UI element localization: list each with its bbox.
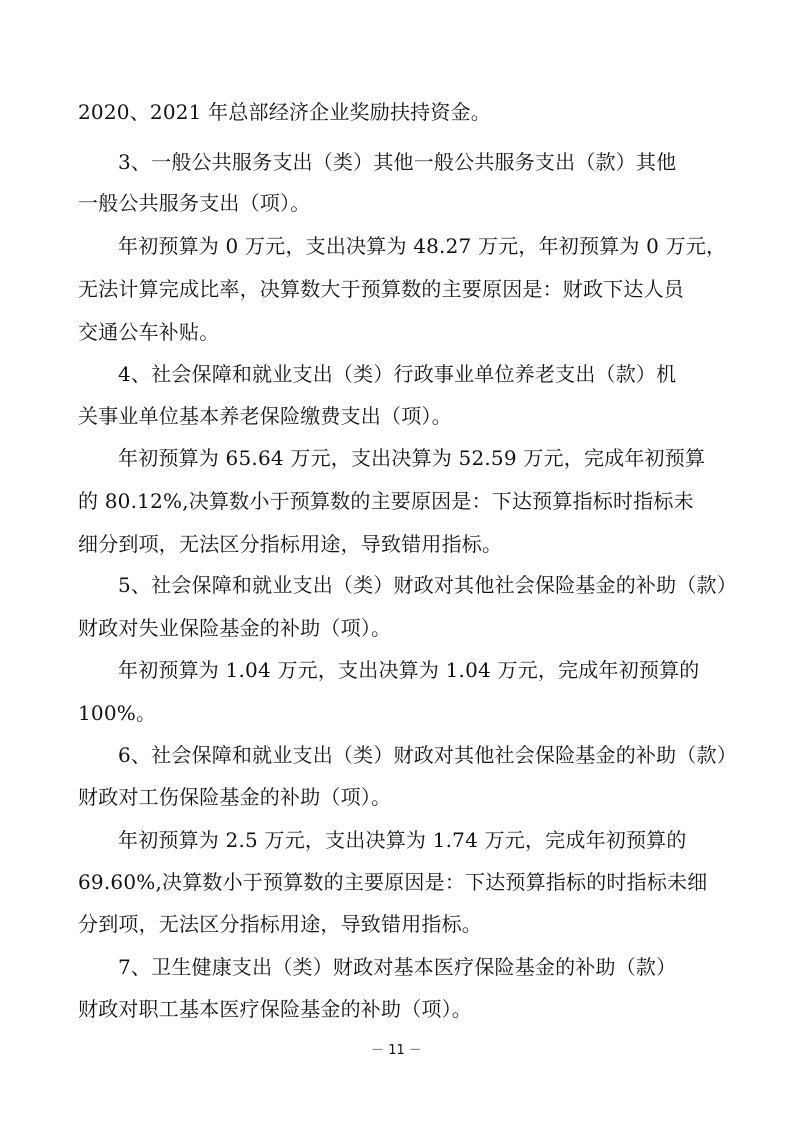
text-line: 交通公车补贴。	[78, 320, 220, 344]
section-heading-5: 5、社会保障和就业支出（类）财政对其他社会保险基金的补助（款）	[118, 573, 737, 597]
text-line: 年初预算为 65.64 万元，支出决算为 52.59 万元，完成年初预算	[118, 446, 706, 470]
text-line: 财政对职工基本医疗保险基金的补助（项）。	[78, 997, 472, 1021]
text-line: 年初预算为 1.04 万元，支出决算为 1.04 万元，完成年初预算的	[118, 658, 700, 682]
text-line: 财政对失业保险基金的补助（项）。	[78, 616, 392, 640]
text-line: 分到项，无法区分指标用途，导致错用指标。	[78, 912, 482, 936]
text-line: 年初预算为 0 万元，支出决算为 48.27 万元，年初预算为 0 万元，	[118, 234, 727, 258]
section-heading-6: 6、社会保障和就业支出（类）财政对其他社会保险基金的补助（款）	[118, 743, 737, 767]
text-line: 2020、2021 年总部经济企业奖励扶持资金。	[78, 100, 491, 124]
text-line: 69.60%,决算数小于预算数的主要原因是：下达预算指标的时指标未细	[78, 870, 708, 894]
text-line: 一般公共服务支出（项）。	[78, 191, 311, 215]
text-line: 无法计算完成比率，决算数大于预算数的主要原因是：财政下达人员	[78, 277, 684, 301]
text-line: 关事业单位基本养老保险缴费支出（项）。	[78, 404, 452, 428]
text-line: 财政对工伤保险基金的补助（项）。	[78, 785, 392, 809]
section-heading-3: 3、一般公共服务支出（类）其他一般公共服务支出（款）其他	[118, 150, 677, 174]
text-line: 的 80.12%,决算数小于预算数的主要原因是：下达预算指标时指标未	[78, 489, 694, 513]
text-line: 100%。	[78, 701, 157, 725]
text-line: 年初预算为 2.5 万元，支出决算为 1.74 万元，完成年初预算的	[118, 828, 687, 852]
section-heading-4: 4、社会保障和就业支出（类）行政事业单位养老支出（款）机	[118, 362, 677, 386]
page-number: － 11 －	[371, 1043, 422, 1058]
text-line: 细分到项，无法区分指标用途，导致错用指标。	[78, 532, 503, 556]
section-heading-7: 7、卫生健康支出（类）财政对基本医疗保险基金的补助（款）	[118, 955, 677, 979]
